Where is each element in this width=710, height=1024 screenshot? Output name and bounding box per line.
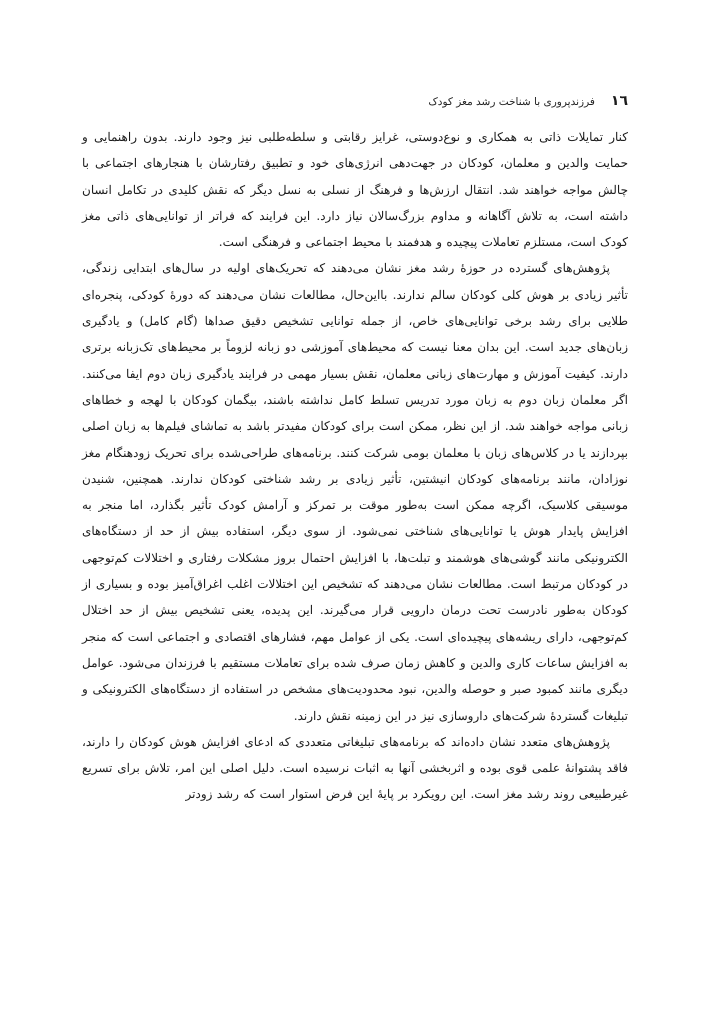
- page-number: ١٦: [610, 93, 628, 109]
- running-head: [82, 93, 628, 113]
- book-page: [82, 0, 628, 1024]
- paragraph: پژوهش‌های گسترده در حوزهٔ رشد مغز نشان می‌دهند که تحریک‌های اولیه در سال‌های ابتدایی زندگی، تأثیر زیادی بر هوش کلی کودکان سالم ندارند. بااین‌حال، مطالعات نشان می‌دهند که دورهٔ کودکی، پنجره‌ای طلایی برای رشد برخی توانایی‌های خاص، از جمله توانایی تشخیص دقیق صداها (گام کامل) و یادگیری زبان‌های جدید است. این بدان معنا نیست که محیط‌های آموزشی دو زبانه لزوماً بر محیط‌های تک‌زبانه برتری دارند. کیفیت آموزش و مهارت‌های زبانی معلمان، نقش بسیار مهمی در فرایند یادگیری زبان دوم ایفا می‌کنند. اگر معلمان زبان دوم به زبان مورد تدریس تسلط کامل نداشته باشند، بیگمان کودکان با لهجه و خطاهای زبانی مواجه خواهند شد. از این نظر، ممکن است برای کودکان مفیدتر باشد به تماشای فیلم‌ها به زبان اصلی بپردازند یا در کلاس‌های زبان با معلمان بومی شرکت کنند. برنامه‌های طراحی‌شده برای تحریک زودهنگام مغز نوزادان، مانند برنامه‌های کودکان انیشتین، تأثیر زیادی بر رشد شناختی کودکان ندارند. همچنین، شنیدن موسیقی کلاسیک، اگرچه ممکن است به‌طور موقت بر تمرکز و آرامش کودک تأثیر بگذارد، اما منجر به افزایش پایدار هوش یا توانایی‌های شناختی نمی‌شود. از سوی دیگر، استفاده بیش از حد از دستگاه‌های الکترونیکی مانند گوشی‌های هوشمند و تبلت‌ها، با افزایش احتمال بروز مشکلات رفتاری و اختلالات کم‌توجهی در کودکان مرتبط است. مطالعات نشان می‌دهند که تشخیص این اختلالات اغلب اغراق‌آمیز بوده و بسیاری از کودکان به‌طور نادرست تحت درمان دارویی قرار می‌گیرند. این پدیده، یعنی تشخیص بیش از حد اختلال کم‌توجهی، دارای ریشه‌های پیچیده‌ای است. یکی از عوامل مهم، فشارهای اقتصادی و اجتماعی است که منجر به افزایش ساعات کاری والدین و کاهش زمان صرف شده برای تعاملات مستقیم با فرزندان می‌شود. عوامل دیگری مانند کمبود صبر و حوصله والدین، نبود محدودیت‌های مشخص در استفاده از دستگاه‌های الکترونیکی و تبلیغات گستردهٔ شرکت‌های داروسازی نیز در این زمینه نقش دارند.: [82, 261, 628, 723]
- paragraph: پژوهش‌های متعدد نشان داده‌اند که برنامه‌های تبلیغاتی متعددی که ادعای افزایش هوش کودکان را دارند، فاقد پشتوانهٔ علمی قوی بوده و اثربخشی آنها به اثبات نرسیده است. دلیل اصلی این امر، تلاش برای تسریع غیرطبیعی روند رشد مغز است. این رویکرد بر پایهٔ این فرض استوار است که رشد زودتر: [82, 734, 628, 802]
- body-text: [82, 124, 628, 808]
- paragraph: کنار تمایلات ذاتی به همکاری و نوع‌دوستی، غرایز رقابتی و سلطه‌طلبی نیز وجود دارند. بدون راهنمایی و حمایت والدین و معلمان، کودکان در جهت‌دهی انرژی‌های خود و تطبیق رفتارشان با هنجارهای اجتماعی با چالش مواجه خواهند شد. انتقال ارزش‌ها و فرهنگ از نسلی به نسل دیگر که نقش کلیدی در تکامل انسان داشته است، به تلاش آگاهانه و مداوم بزرگ‌سالان نیاز دارد. این فرایند که فراتر از توانایی‌های ذاتی مغز کودک است، مستلزم تعاملات پیچیده و هدفمند با محیط اجتماعی و فرهنگی است.: [82, 130, 628, 250]
- running-title: فرزندپروری با شناخت رشد مغز کودک: [428, 96, 595, 108]
